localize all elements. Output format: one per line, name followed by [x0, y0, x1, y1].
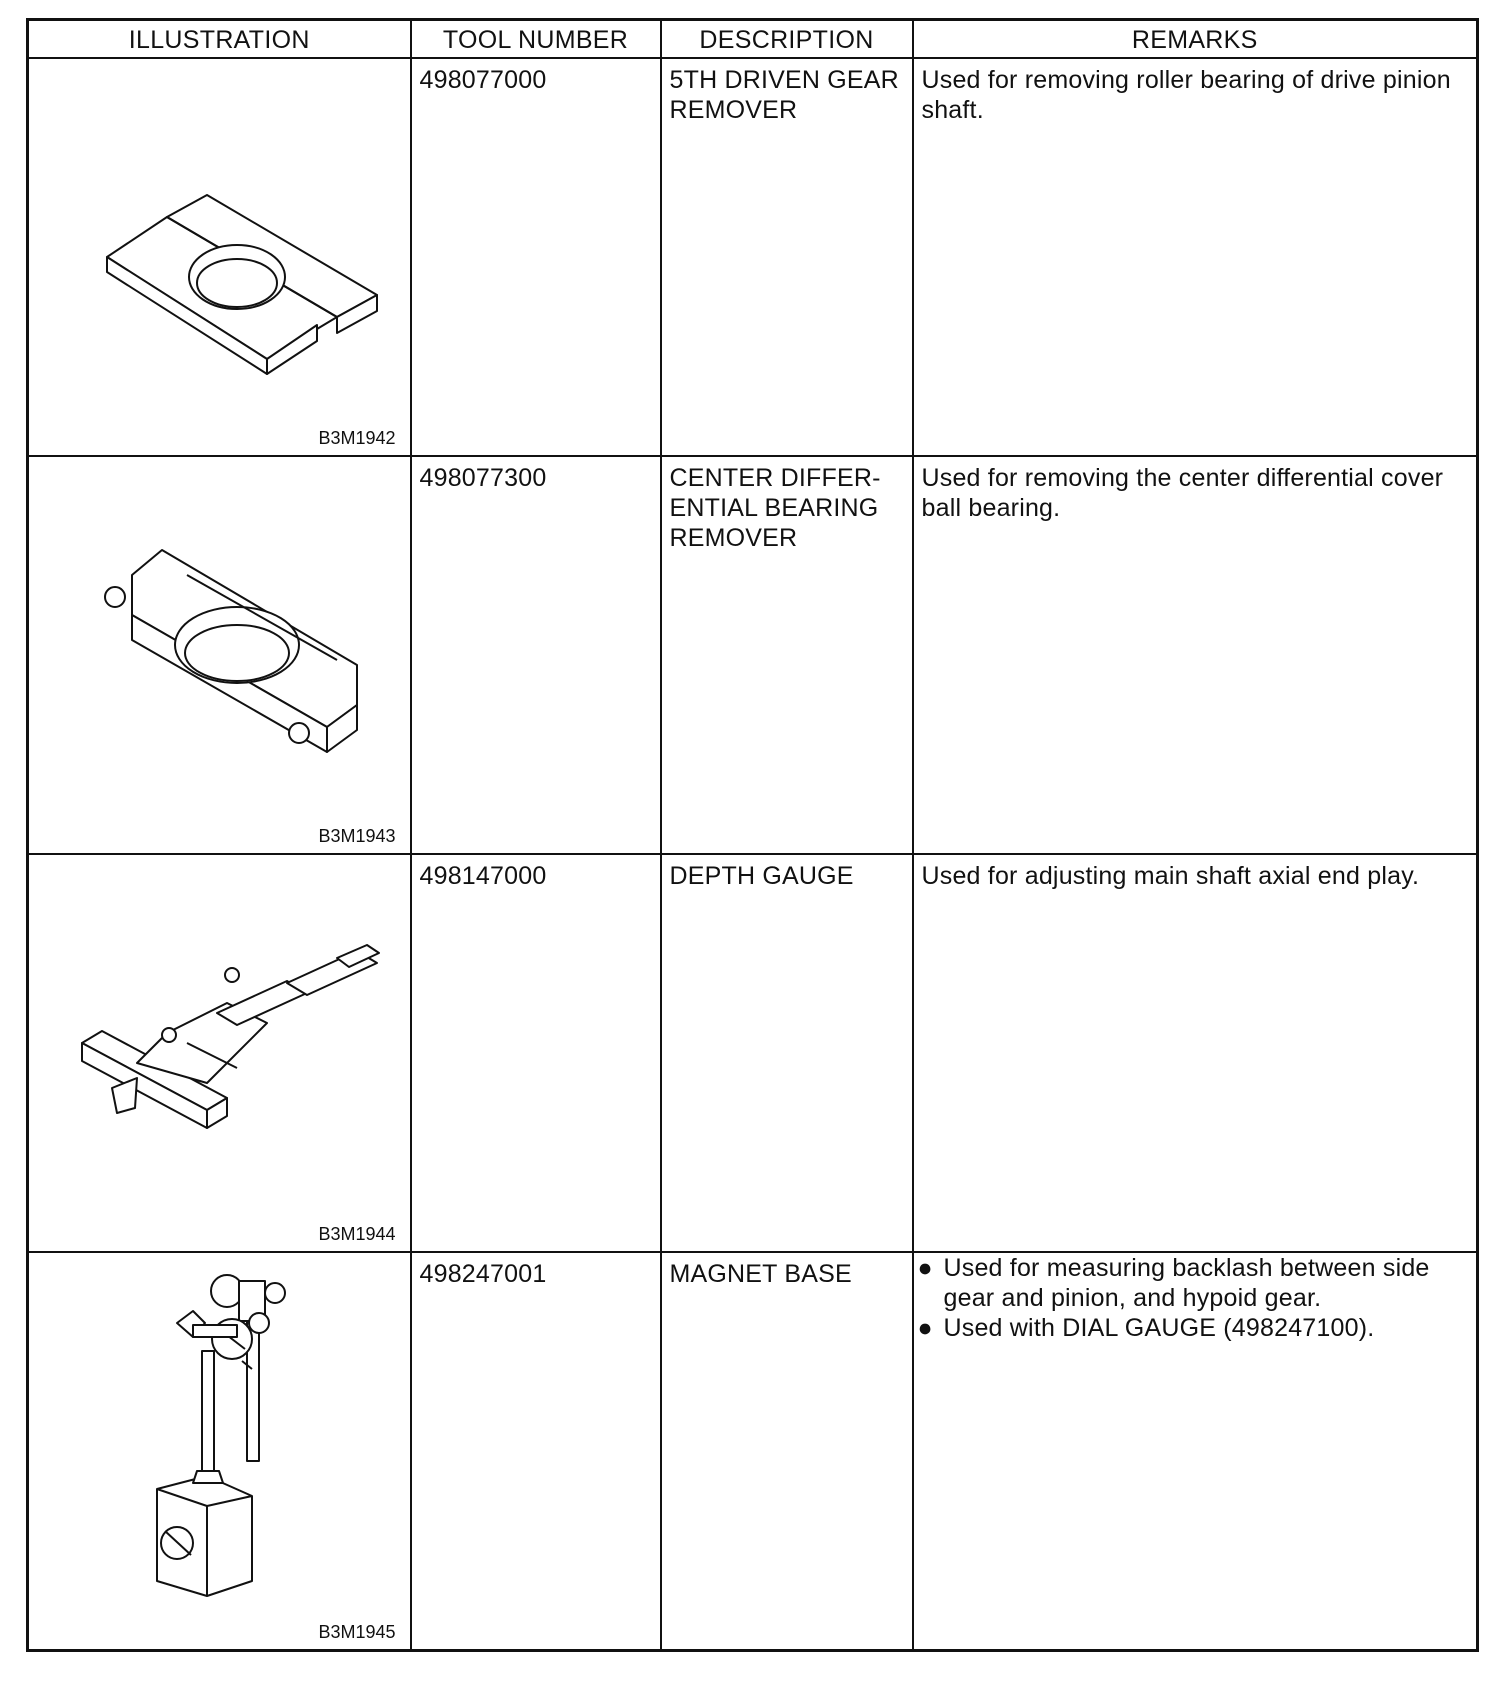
- table-row: [28, 456, 1478, 854]
- description-cell: [661, 58, 913, 456]
- tool-description: MAGNET BASE: [669, 1260, 852, 1288]
- remark-text: Used with DIAL GAUGE (498247100).: [943, 1314, 1375, 1342]
- remarks-cell: [913, 58, 1478, 456]
- remarks-cell: [913, 854, 1478, 1252]
- bullet-icon: ●: [917, 1254, 933, 1282]
- figure-code: B3M1944: [318, 1224, 396, 1244]
- tool-number: 498247001: [419, 1260, 547, 1288]
- figure-code: B3M1945: [318, 1622, 396, 1642]
- tool-number-cell: [411, 456, 661, 854]
- remarks-cell: [913, 1252, 1478, 1651]
- tool-description: 5TH DRIVEN GEAR REMOVER: [669, 66, 899, 124]
- column-header-tool-number: TOOL NUMBER: [411, 20, 661, 59]
- magnet-base-illustration: [37, 1261, 407, 1611]
- bearing-remover-illustration: [37, 465, 407, 815]
- tool-remark: Used for removing the center differential cover ball bearing.: [921, 464, 1444, 522]
- tool-remark: Used for adjusting main shaft axial end play.: [921, 862, 1420, 890]
- illustration-cell: [28, 1252, 411, 1651]
- special-tools-table: [26, 18, 1479, 1652]
- description-cell: [661, 456, 913, 854]
- bullet-icon: ●: [917, 1314, 933, 1342]
- table-row: [28, 854, 1478, 1252]
- column-header-illustration: ILLUSTRATION: [28, 20, 411, 59]
- table-row: [28, 58, 1478, 456]
- description-cell: [661, 854, 913, 1252]
- remarks-cell: [913, 456, 1478, 854]
- tool-number: 498077300: [419, 464, 547, 492]
- list-item: [914, 1253, 1477, 1313]
- tool-description: CENTER DIFFER- ENTIAL BEARING REMOVER: [669, 464, 881, 552]
- tool-number-cell: [411, 58, 661, 456]
- figure-code: B3M1943: [318, 826, 396, 846]
- tool-number-cell: [411, 854, 661, 1252]
- column-header-remarks: REMARKS: [913, 20, 1478, 59]
- remarks-bullet-list: [914, 1253, 1477, 1343]
- column-header-description: DESCRIPTION: [661, 20, 913, 59]
- illustration-cell: [28, 854, 411, 1252]
- tool-number: 498077000: [419, 66, 547, 94]
- table-header-row: [28, 20, 1478, 59]
- tool-number: 498147000: [419, 862, 547, 890]
- description-cell: [661, 1252, 913, 1651]
- list-item: [914, 1313, 1477, 1343]
- depth-gauge-illustration: [37, 863, 407, 1213]
- illustration-cell: [28, 58, 411, 456]
- tool-remark: Used for removing roller bearing of drive pinion shaft.: [921, 66, 1451, 124]
- tool-number-cell: [411, 1252, 661, 1651]
- table-row: [28, 1252, 1478, 1651]
- remark-text: Used for measuring backlash between side gear and pinion, and hypoid gear.: [943, 1254, 1430, 1312]
- tool-description: DEPTH GAUGE: [669, 862, 854, 890]
- figure-code: B3M1942: [318, 428, 396, 448]
- gear-remover-plate-illustration: [37, 67, 407, 417]
- illustration-cell: [28, 456, 411, 854]
